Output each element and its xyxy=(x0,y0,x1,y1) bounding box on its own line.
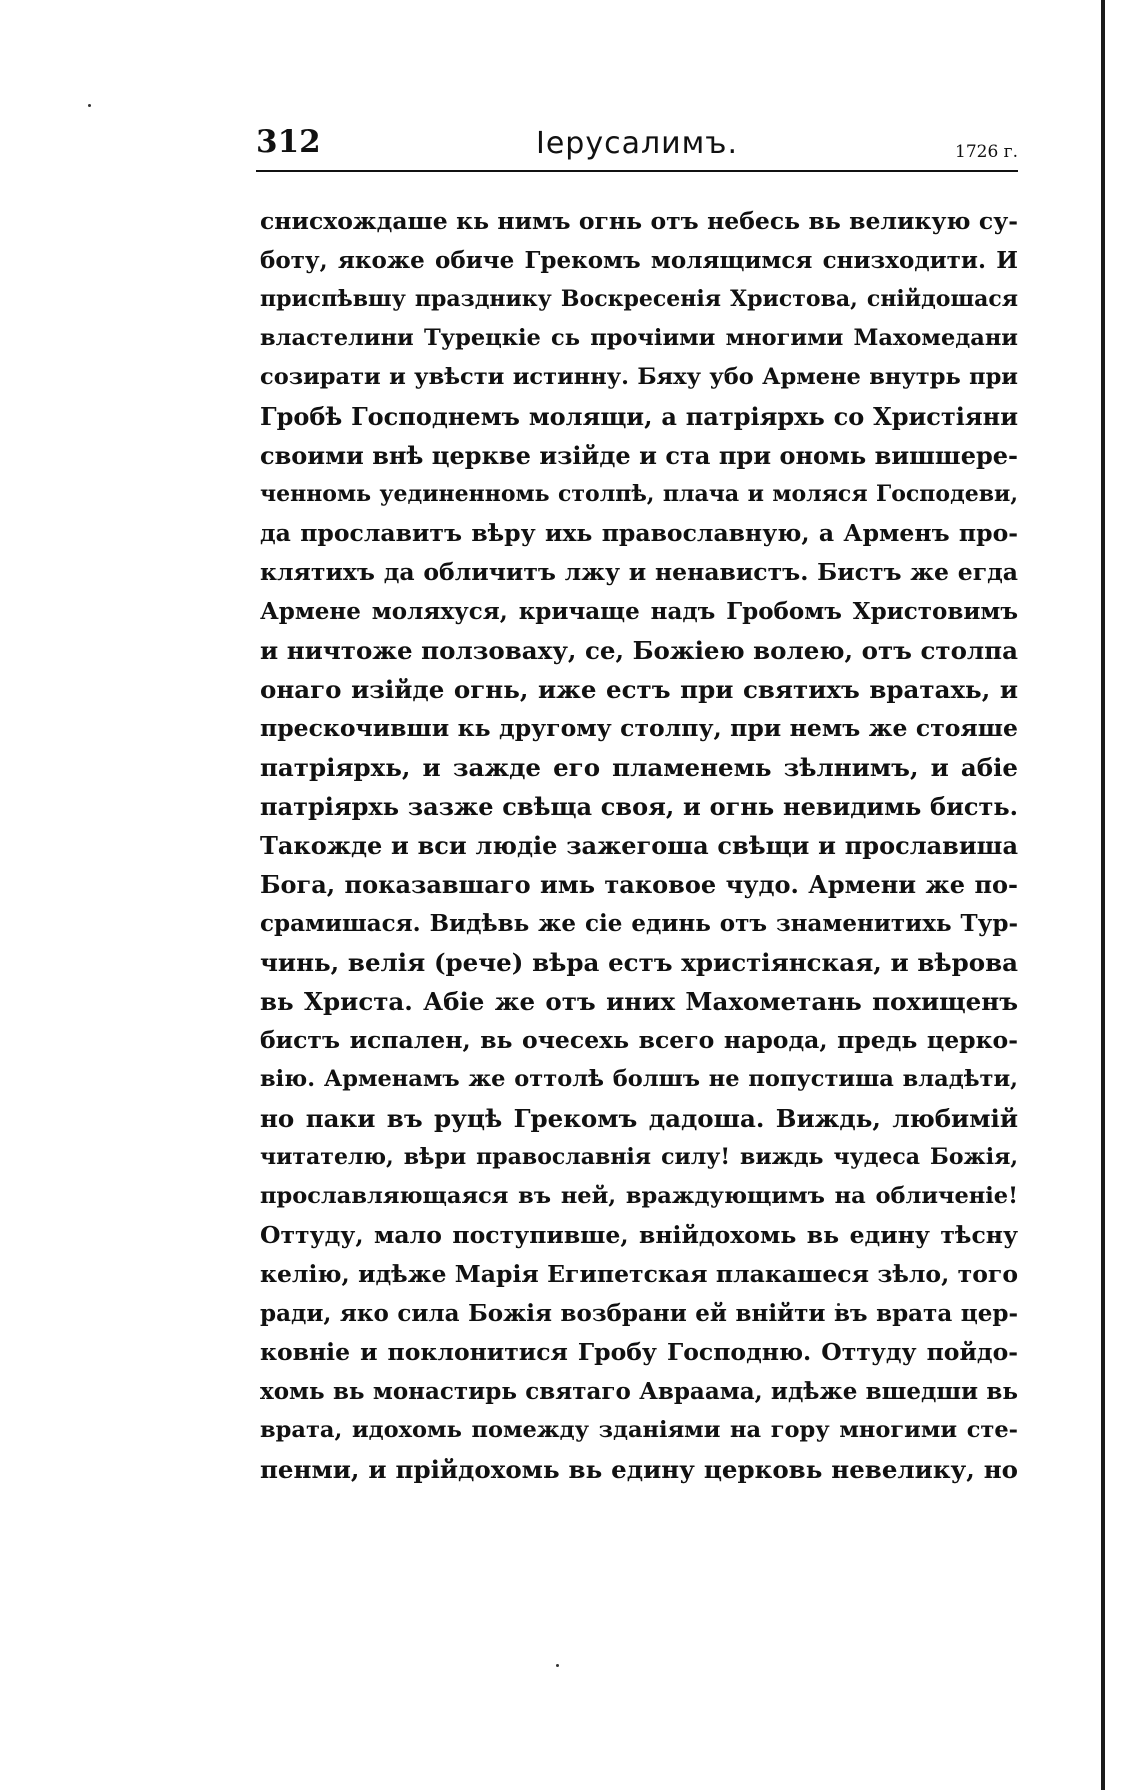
text-line: патріярхь зазже свѣща своя, и огнь невидимь бисть. xyxy=(260,792,1018,821)
text-line: келію, идѣже Марія Египетская плакашеся зѣло, того xyxy=(260,1260,1018,1288)
scan-edge-line xyxy=(1101,0,1105,1790)
text-line: Такожде и вси людіе зажегоша свѣщи и прославиша xyxy=(260,831,1018,860)
text-line: Гробѣ Господнемъ молящи, а патріярхь со Христіяни xyxy=(260,402,1018,431)
text-line: хомь вь монастирь святаго Авраама, идѣже вшедши вь xyxy=(260,1378,1018,1405)
text-line: снисхождаше кь нимъ огнь отъ небесь вь великую су- xyxy=(260,207,1018,235)
text-line: бистъ испален, вь очесехь всего народа, предь церко- xyxy=(260,1026,1018,1054)
text-line: Бога, показавшаго имь таковое чудо. Армени же по- xyxy=(260,870,1018,899)
text-line: онаго изійде огнь, иже естъ при святихъ вратахь, и xyxy=(260,675,1018,704)
text-line: да прославитъ вѣру ихь православную, а Арменъ про- xyxy=(260,519,1018,547)
text-line: вію. Арменамъ же оттолѣ болшъ не попустиша владѣти, xyxy=(260,1066,1018,1092)
text-line: Армене моляхуся, кричаще надъ Гробомъ Христовимъ xyxy=(260,598,1018,625)
text-line: вь Христа. Абіе же отъ иних Махометань похищенъ xyxy=(260,987,1018,1016)
text-line: ковніе и поклонитися Гробу Господню. Оттуду пойдо- xyxy=(260,1338,1018,1366)
text-line: прескочивши кь другому столпу, при немъ же стояше xyxy=(260,714,1018,742)
text-line: властелини Турецкіе сь прочіими многими Махомедани xyxy=(260,325,1018,351)
running-header xyxy=(256,124,1018,172)
dust-speck xyxy=(88,104,91,107)
text-line: созирати и увѣсти истинну. Бяху убо Армене внутрь при xyxy=(260,364,1018,390)
text-line: чинь, велія (рече) вѣра естъ христіянская, и вѣрова xyxy=(260,948,1018,977)
page-number: 312 xyxy=(256,124,321,160)
text-line: патріярхь, и зажде его пламенемь зѣлнимъ, и абіе xyxy=(260,753,1018,782)
text-line: пенми, и прійдохомь вь едину церковь невелику, но xyxy=(260,1455,1018,1484)
text-line: своими внѣ церкве изійде и ста при ономь вишшере- xyxy=(260,441,1018,470)
text-line: но паки въ руцѣ Грекомъ дадоша. Виждь, любимій xyxy=(260,1104,1018,1133)
text-line: врата, идохомь помежду зданіями на гору многими сте- xyxy=(260,1417,1018,1443)
header-year: 1726 г. xyxy=(955,142,1018,162)
text-line: Оттуду, мало поступивше, внійдохомь вь едину тѣсну xyxy=(260,1221,1018,1249)
text-line: приспѣвшу празднику Воскресенія Христова, снійдошася xyxy=(260,286,1018,312)
header-rule xyxy=(256,170,1018,172)
text-line: ради, яко сила Божія возбрани ей внійти въ врата цер- xyxy=(260,1300,1018,1327)
text-line: прославляющаяся въ ней, враждующимъ на обличеніе! xyxy=(260,1183,1018,1209)
text-line: и ничтоже ползоваху, се, Божіею волею, отъ столпа xyxy=(260,636,1018,665)
body-text xyxy=(260,202,1018,1489)
text-line: срамишася. Видѣвь же сіе единь отъ знаменитихь Тур- xyxy=(260,910,1018,937)
text-line: читателю, вѣри православнія силу! виждь чудеса Божія, xyxy=(260,1144,1018,1170)
dust-speck xyxy=(556,1664,559,1667)
running-title: Іерусалимъ. xyxy=(535,126,738,161)
text-line: боту, якоже обиче Грекомъ молящимся снизходити. И xyxy=(260,247,1018,274)
text-line: клятихъ да обличитъ лжу и ненавистъ. Бистъ же егда xyxy=(260,558,1018,586)
text-line: ченномь уединенномь столпѣ, плача и моляся Господеви, xyxy=(260,481,1018,507)
